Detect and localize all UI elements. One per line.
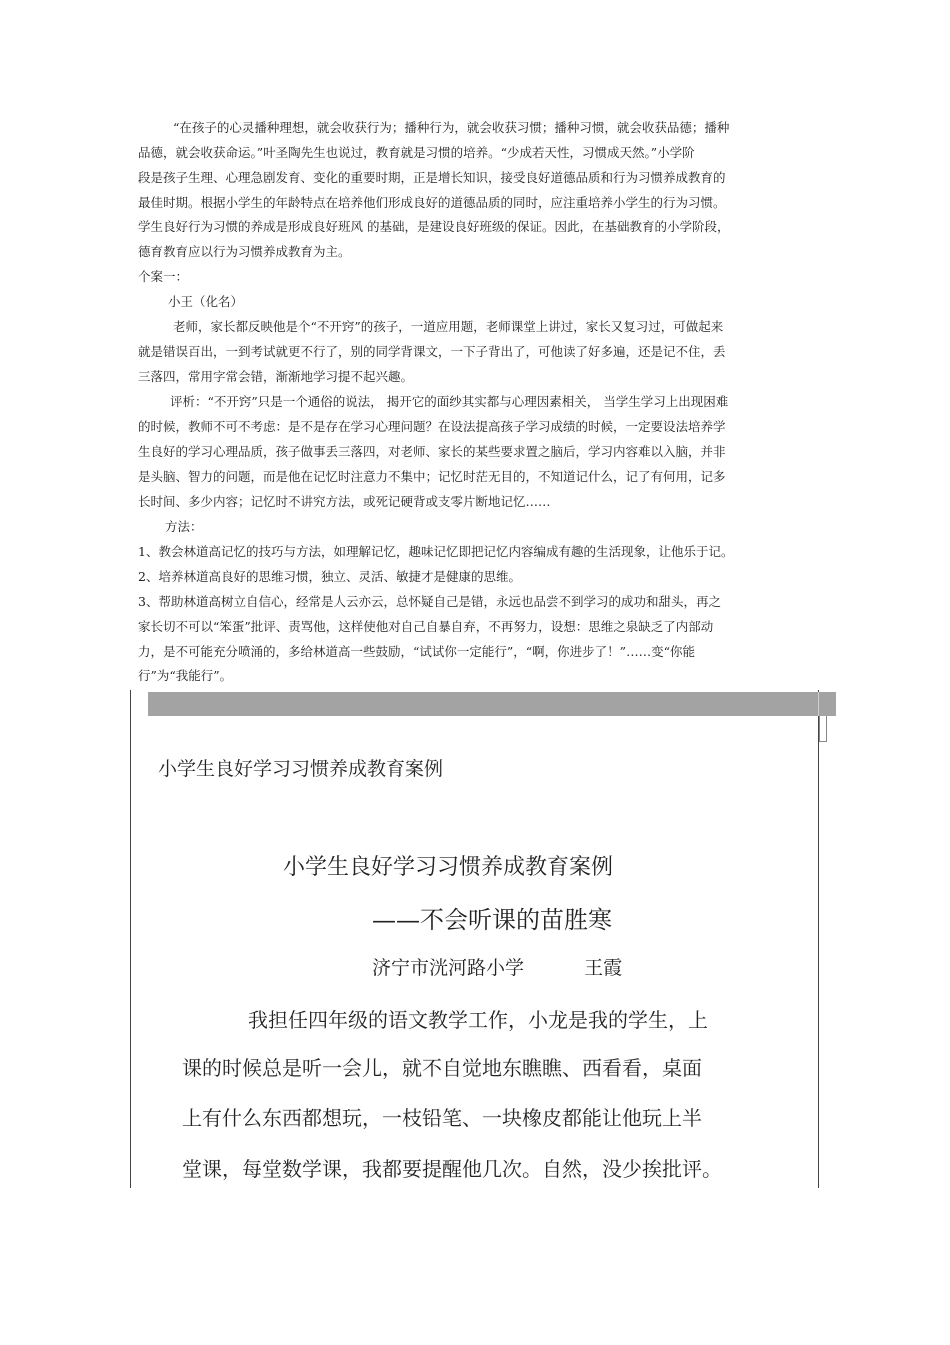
- method-item: 1、教会林道高记忆的技巧与方法，如理解记忆，趣味记忆即把记忆内容编成有趣的生活现象，让他乐于记。: [138, 544, 734, 559]
- text-line: 就是错误百出，一到考试就更不行了，别的同学背课文，一下子背出了，可他读了好多遍，还是记不住，丢: [138, 344, 726, 359]
- page-frame-right-border: [818, 690, 819, 1188]
- method-heading: 方法：: [165, 519, 203, 534]
- header-bar-divider: [818, 692, 819, 716]
- text-line: 的时候，教师不可不考虑：是不是存在学习心理问题？在设法提高孩子学习成绩的时候，一定要设法培养学: [138, 419, 726, 434]
- case-subject: 小王（化名）: [168, 294, 244, 309]
- text-line: 力，是不可能充分喷涌的，多给林道高一些鼓励，“试试你一定能行”，“啊，你进步了！”……变“你能: [138, 644, 695, 659]
- document-subtitle: ——不会听课的苗胜寒: [372, 906, 612, 934]
- text-line: 品德，就会收获命运。”叶圣陶先生也说过，教育就是习惯的培养。“少成若天性，习惯成天然。”小学阶: [138, 145, 695, 160]
- analysis-line: 评析：“不开窍”只是一个通俗的说法， 揭开它的面纱其实都与心理因素相关， 当学生学习上出现困难: [170, 394, 729, 409]
- method-item: 2、培养林道高良好的思维习惯，独立、灵活、敏捷才是健康的思维。: [138, 569, 521, 584]
- body-text-line: 上有什么东西都想玩，一枝铅笔、一块橡皮都能让他玩上半: [182, 1106, 702, 1130]
- text-line: 生良好的学习心理品质，孩子做事丢三落四，对老师、家长的某些要求置之脑后，学习内容难以入脑，并非: [138, 444, 726, 459]
- page-frame-left-border: [130, 690, 131, 1188]
- method-item: 3、帮助林道高树立自信心，经常是人云亦云，总怀疑自己是错，永远也品尝不到学习的成功和甜头，再之: [138, 594, 721, 609]
- author-line: [372, 953, 622, 980]
- text-line: 学生良好行为习惯的养成是形成良好班风 的基础，是建设良好班级的保证。因此，在基础教育的小学阶段，: [138, 219, 730, 234]
- page-corner-mark: [819, 716, 827, 742]
- text-line: 最佳时期。根据小学生的年龄特点在培养他们形成良好的道德品质的同时，应注重培养小学生的行为习惯。: [138, 195, 726, 210]
- document-title: 小学生良好学习习惯养成教育案例: [283, 855, 614, 880]
- page-header-bar: [148, 692, 836, 716]
- text-line: “在孩子的心灵播种理想，就会收获行为；播种行为，就会收获习惯；播种习惯，就会收获品德；播种: [173, 120, 730, 135]
- text-line: 是头脑、智力的问题，而是他在记忆时注意力不集中；记忆时茫无目的，不知道记什么，记了有何用，记多: [138, 469, 726, 484]
- text-line: 三落四，常用字常会错，渐渐地学习提不起兴趣。: [138, 369, 414, 384]
- text-line: 行”为“我能行”。: [138, 668, 233, 683]
- author-name: 王霞: [584, 957, 623, 979]
- text-line: 段是孩子生理、心理急剧发育、变化的重要时期，正是增长知识，接受良好道德品质和行为习惯养成教育的: [138, 170, 726, 185]
- body-text-line: 堂课，每堂数学课，我都要提醒他几次。自然，没少挨批评。: [182, 1157, 722, 1181]
- text-line: 家长切不可以“笨蛋”批评、责骂他，这样使他对自己自暴自弃，不再努力，设想：思维之泉缺乏了内部动: [138, 619, 714, 634]
- page-header-title: 小学生良好学习习惯养成教育案例: [158, 758, 444, 780]
- author-school: 济宁市洸河路小学: [372, 957, 525, 979]
- text-line: 老师，家长都反映他是个“不开窍”的孩子，一道应用题，老师课堂上讲过，家长又复习过，可做起来: [173, 319, 724, 334]
- text-line: 长时间、多少内容；记忆时不讲究方法，或死记硬背或支零片断地记忆……: [138, 494, 551, 509]
- body-text-line: 课的时候总是听一会儿，就不自觉地东瞧瞧、西看看，桌面: [182, 1056, 702, 1080]
- body-text-line: 我担任四年级的语文教学工作，小龙是我的学生，上: [248, 1008, 708, 1032]
- text-line: 德育教育应以行为习惯养成教育为主。: [138, 244, 351, 259]
- case-heading: 个案一：: [138, 269, 189, 284]
